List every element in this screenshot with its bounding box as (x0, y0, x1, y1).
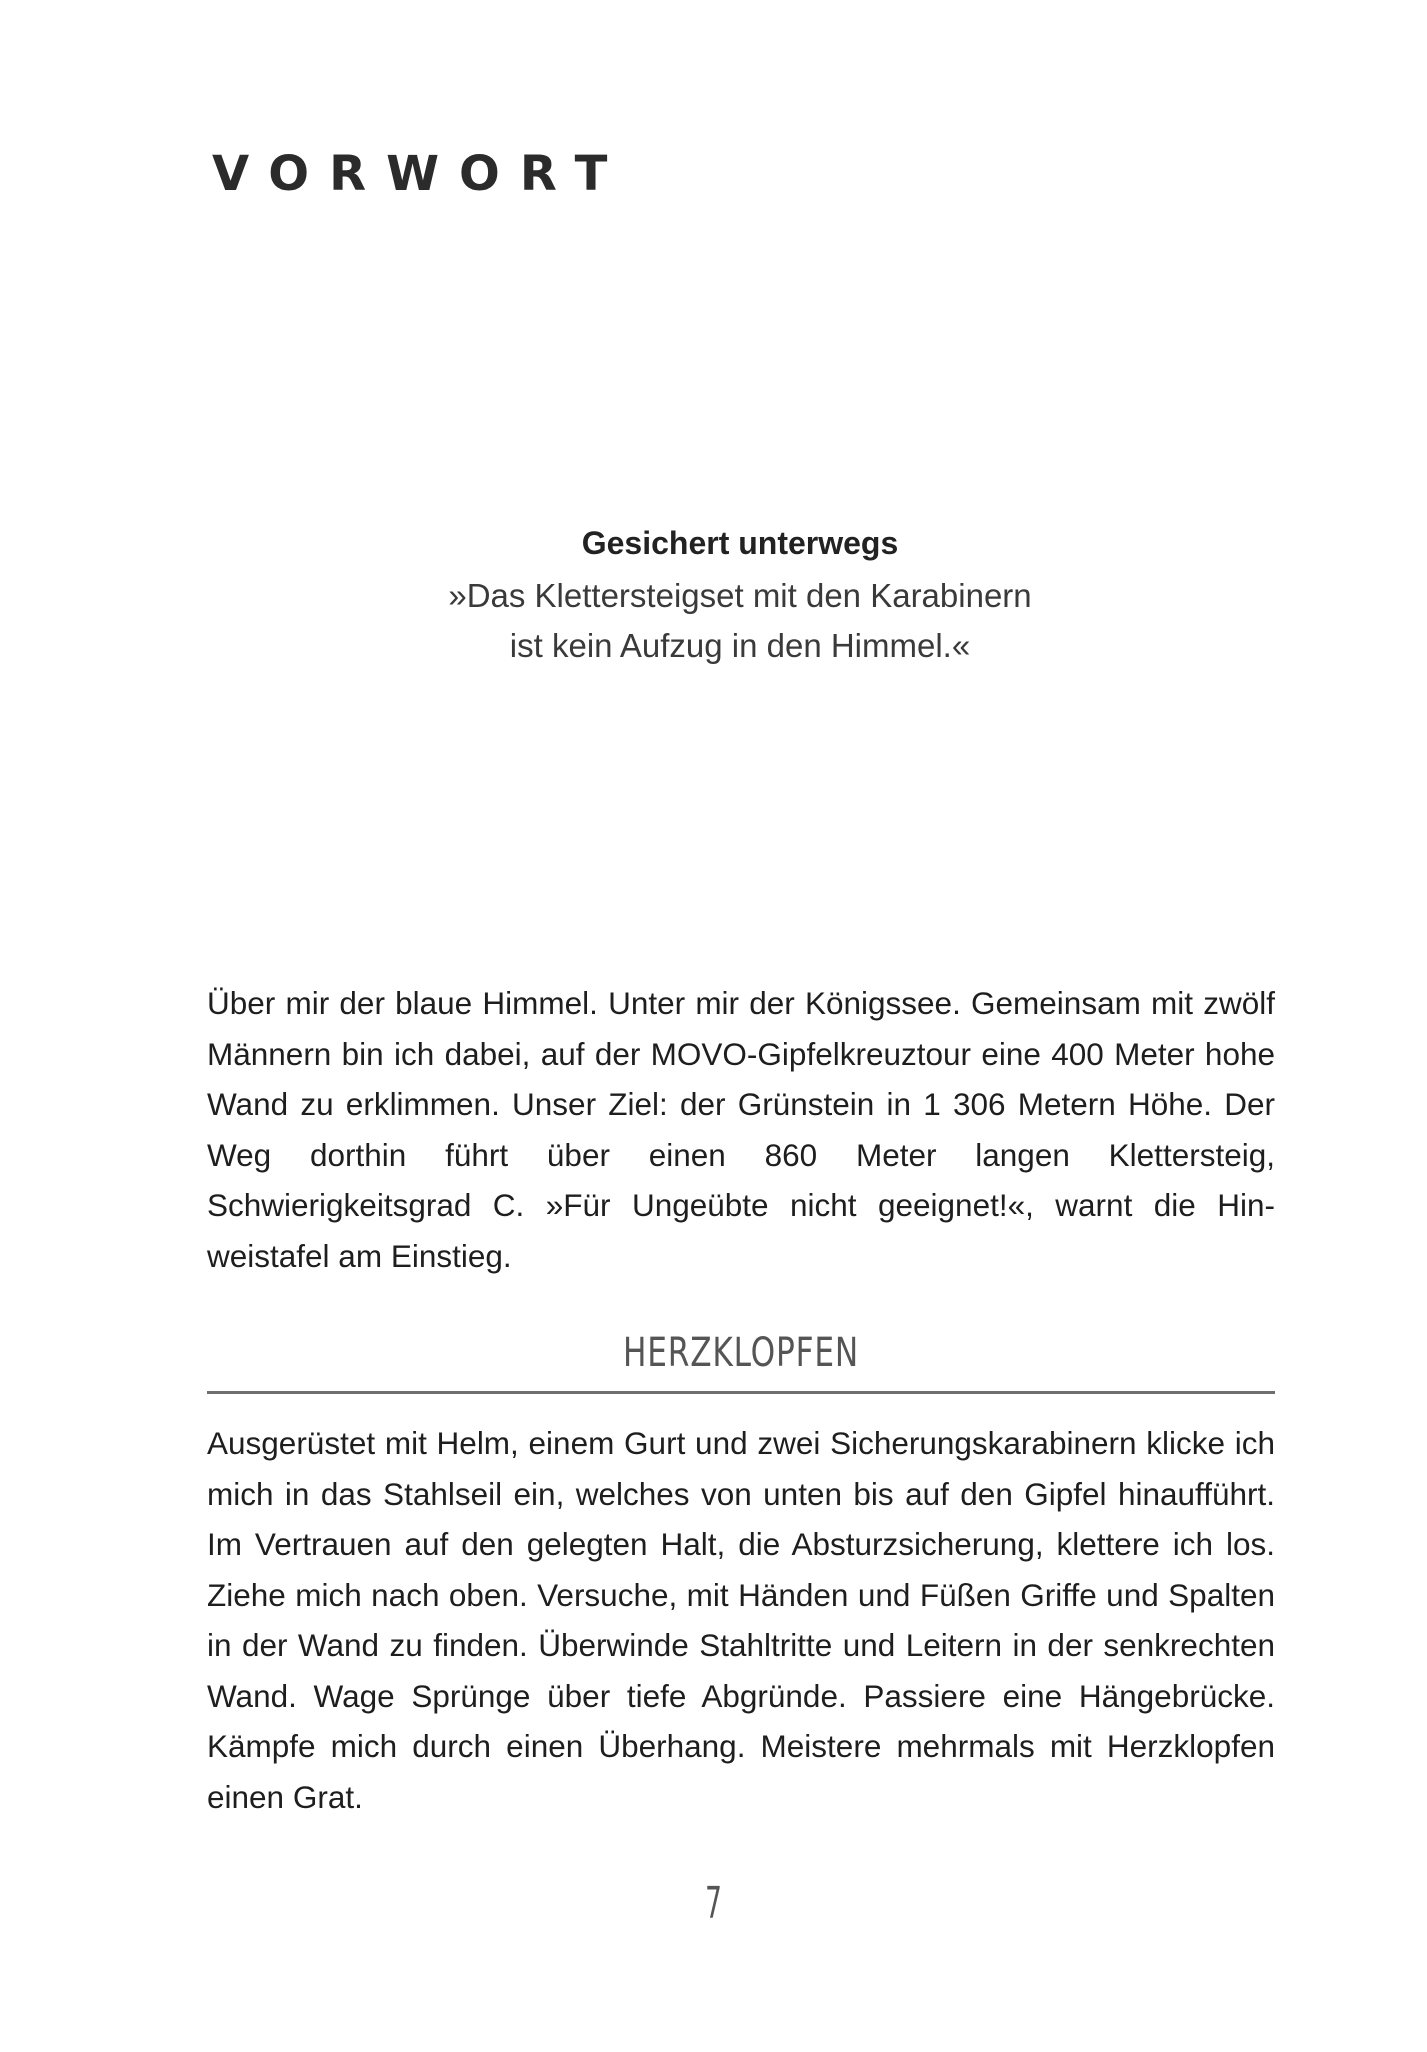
page-number: 7 (705, 1878, 722, 1929)
epigraph-heading: Gesichert unterwegs (581, 525, 899, 561)
epigraph-quote-line-2: ist kein Aufzug in den Himmel.« (509, 627, 971, 664)
chapter-title: VORWORT (212, 146, 628, 202)
body-paragraph-2: Ausgerüstet mit Helm, einem Gurt und zwei Sicherungskarabinern klicke ich mich in das Stahlseil ein, welches von unten bis auf den Gipfel hinaufführt. Im Vertrauen auf den gelegten Halt, die Absturzsicherung, klettere ich los. Ziehe mich nach oben. Versuche, mit Händen und Füßen Griffe und Spalten in der Wand zu finden. Überwinde Stahltritte und Leitern in der senkrechten Wand. Wage Sprünge über tiefe Abgründe. Passiere eine Hängebrücke. Kämpfe mich durch einen Überhang. Meistere mehrmals mit Herzklopfen einen Grat. (207, 1425, 1275, 1815)
body-paragraph-1: Über mir der blaue Himmel. Unter mir der Königssee. Gemeinsam mit zwölf Männern bin ich dabei, auf der MOVO-Gipfelkreuztour eine 400 Meter hohe Wand zu erklimmen. Unser Ziel: der Grünstein in 1 306 Metern Höhe. Der Weg dorthin führt über einen 860 Meter langen Klettersteig, Schwierigkeitsgrad C. »Für Ungeübte nicht geeignet!«, warnt die Hinweistafel am Einstieg. (207, 985, 1275, 1274)
epigraph (380, 523, 1100, 671)
section-heading-rule (207, 1325, 1275, 1394)
epigraph-quote-line-1: »Das Klettersteigset mit den Karabinern (448, 577, 1032, 614)
section-heading: HERZKLOPFEN (623, 1330, 859, 1376)
